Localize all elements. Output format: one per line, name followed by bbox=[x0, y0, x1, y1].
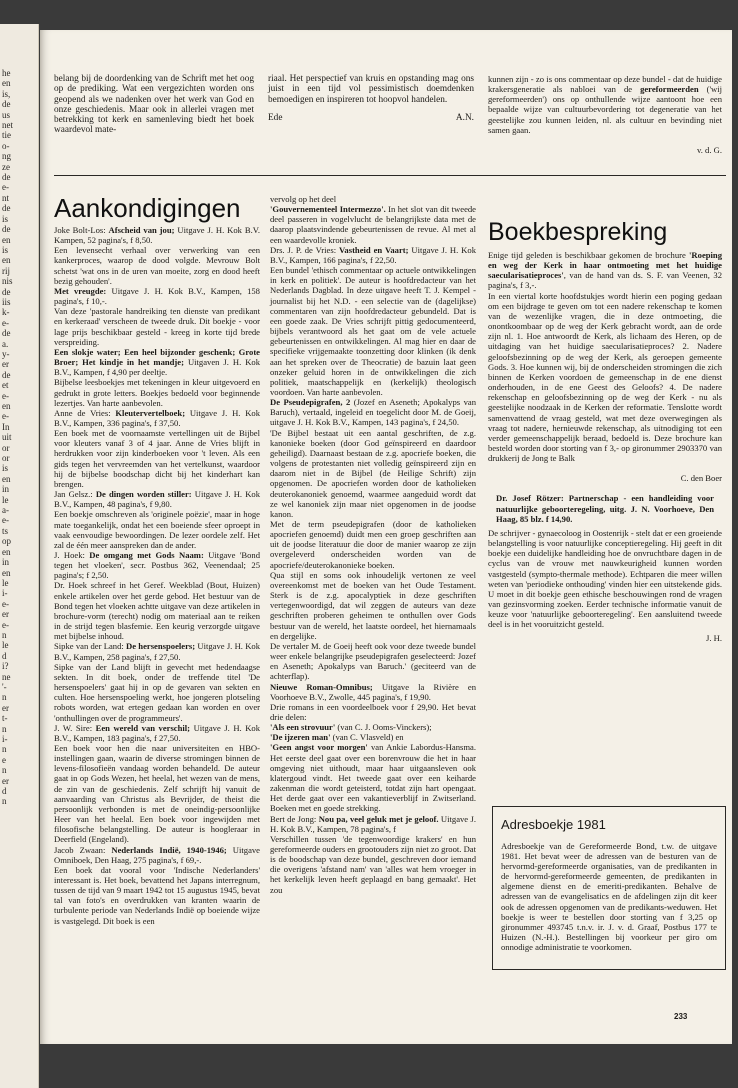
review1-body: In een viertal korte hoofdstukjes wordt hierin een poging gedaan om een bijdrage te geven om tot een nadere rekenschap te komen van de wezenlijke vragen, die in deze ontmoeting, die onontkoombaar op de weg der Kerk gebracht wordt, aan de orde zijn nl. 1. Hoe antwoordt de Kerk, als lichaam des Heren, op de uitdaging van het huidige saecularisatieproces? 2. Nadere geloofsbezinning op de weg der Kerk, als geroepen gemeente Gods. 3. Hoe kunnen wij, bij de onderscheiden stromingen die zich binnen de Kerken voordoen de gemeenschap in de ene dienst onderhouden, in de ene Geest des Geloofs? 4. De nadere rekenschap en geloofsbezinning op de weg der Kerk - nu als geestelijke noodzaak in de Kerken der reformatie. Tenslotte wordt samenvattend de vraag gesteld, wat met deze overwegingen als vraag tot nadere, hernieuwde rekenschap, als uitnodiging tot een verder gemeenschappelijk beraad, bedoeld is. Deze brochure kan besteld worden door storting van f 3,- op gironummer 2903370 van drukkerij de Jong te Balk bbox=[488, 290, 722, 464]
announcement-paragraph: Een boek dat vooral voor 'Indische Nederlanders' interessant is. Het boek, bevattend het Japans interregnum, tussen de tijd van 9 maart 1942 tot 15 augustus 1945, bevat tal van foto's en overdrukken van kranten waarin de turbulente periode van Nederlands Indië op boeiende wijze is vastgelegd. Dit boek is een bbox=[54, 864, 260, 926]
left-page-fragment: e- bbox=[2, 515, 9, 526]
left-page-fragment: ng bbox=[2, 151, 11, 162]
left-page-fragment: de bbox=[2, 328, 11, 339]
left-page-fragment: n bbox=[2, 629, 7, 640]
left-page-fragment: i- bbox=[2, 734, 8, 744]
left-page-fragment: nt bbox=[2, 192, 10, 203]
left-page-fragment: en bbox=[2, 567, 11, 578]
signature-place: Ede bbox=[268, 112, 283, 123]
announcement-paragraph: De Pseudepigrafen, 2 (Jozef en Aseneth; Apokalyps van Baruch), vertaald, ingeleid en toegelicht door M. de Goeij, uitgave J. H. Kok B.V., Kampen, 143 pagina's, f 24,50. bbox=[270, 397, 477, 428]
announcement-paragraph: Een bundel 'ethisch commentaar op actuele ontwikkelingen in kerk en politiek'. De auteur is hoofdredacteur van het Nederlands Dagblad. In deze uitgave heeft T. J. Kempel - journalist bij het N.D. - een selectie van de (dagelijkse) commentaren van zijn hoofdredacteur gebundeld. Dat is een goede zaak. De Vries schrijft pittig gedocumenteerd, bijbels verantwoord als het gaat om de vele actuele gebeurtenissen en ontwikkelingen. Al mag hier en daar de specifieke vrijgemaakte toonzetting door klinken (ik denk aan het spreken over de Theocratie) de bazuin laat geen onzeker geluid horen in de ontwikkelingen die zich politiek, maatschappelijk en (kerkelijk) theologisch voordoen. Van harte aanbevolen. bbox=[270, 265, 476, 397]
left-page-fragment: e- bbox=[2, 317, 9, 328]
aankondigingen-heading: Aankondigingen bbox=[54, 193, 241, 223]
left-page-fragment: is, bbox=[2, 88, 11, 99]
announcement-paragraph: 'Gouvernementeel Intermezzo'. In het slot van dit tweede deel passeren in vogelvlucht de belangrijkste data met de daarop plaatsvindende gebeurtenissen de revue. Al met al een waardevolle kroniek. bbox=[270, 204, 477, 245]
left-page-fragment: de bbox=[2, 99, 11, 110]
left-page-fragment: n bbox=[2, 723, 7, 734]
left-page-fragment: er bbox=[2, 702, 9, 713]
left-page-fragment: a. bbox=[2, 338, 9, 349]
left-page-fragment: tie bbox=[2, 130, 11, 141]
left-page-fragment: le bbox=[2, 494, 9, 505]
left-page-fragment: uit bbox=[2, 432, 12, 443]
left-page-fragment: in bbox=[2, 557, 10, 568]
adresboekje-body: Adresboekje van de Gereformeerde Bond, t.w. de uitgave 1981. Het bevat weer de adressen van de besturen van de hervormd-gereformeerde organisaties, van de predikanten in de hervormd-gereformeerde gemeenten, de predikanten in algemene dienst en de emeriti-predikanten. Behalve de adressen van de evangelisatics en de afdelingen zijn dit keer ook de adressen opgenomen van de predikants-weduwen. Het boekje is weer te bestellen door storting van f 3,25 op gironummer 493745 t.n.v. ir. J. v. d. Graaf, Postbus 177 te Huizen (N.-H.). Bestellingen bij voorkeur per giro om onnodige administratie te voorkomen. bbox=[501, 840, 717, 953]
announcement-paragraph: 'Als een strovuur' (van C. J. Ooms-Vinckers); bbox=[270, 722, 432, 733]
left-page-fragment: er bbox=[2, 775, 9, 786]
left-page-fragment: e- bbox=[2, 411, 9, 422]
left-page-fragment: de bbox=[2, 286, 11, 297]
top-col1-text: belang bij de doordenking van de Schrift met het oog op de prediking. Wat een vergezichten worden ons geopend als we nadenken over het werk van God en onze geschiedenis. Maar ook in allerlei vragen met betrekking tot kerk en samenleving biedt het boek waardevol mate- bbox=[54, 74, 254, 136]
left-page-fragment: d bbox=[2, 786, 7, 797]
announcement-paragraph: Een levensecht verhaal over verwerking van een kankerproces, waarop de dood volgde. Mevrouw Bolt schetst 'wat ons in de uren van moeite, zorg en dood heeft bezig gehouden'. bbox=[54, 245, 260, 286]
top-col2-text: riaal. Het perspectief van kruis en opstanding mag ons juist in een tijd vol pessimistisch doemdenken bemoedigen en inspireren tot hoopvol handelen. bbox=[268, 74, 474, 105]
announcement-paragraph: Met de term pseudepigrafen (door de katholieken apocriefen genoemd) duidt men een groep geschriften aan uit de joodse literatuur die door de manier waarop ze zijn overgeleverd onderscheiden worden van de apocriefe/deuterokanonieke boeken. bbox=[270, 519, 476, 570]
left-page-fragment: iis bbox=[2, 296, 11, 307]
left-page-fragment: nis bbox=[2, 276, 13, 287]
review2-title: Dr. Josef Rötzer: Partnerschap - een handleiding voor natuurlijke geboorteregeling, uitg. J. N. Voorhoeve, Den Haag, 85 blz. f 14,90. bbox=[496, 493, 714, 524]
top-col3-signature: v. d. G. bbox=[697, 144, 722, 155]
top-col2-signature bbox=[268, 113, 474, 123]
announcement-paragraph: Bijbelse leesboekjes met tekeningen in kleur uitgevoerd en gedrukt in grote letters. Boekjes bedoeld voor beginnende lezertjes. Van harte aanbevolen. bbox=[54, 377, 260, 408]
left-page-fragment: '- bbox=[2, 681, 7, 692]
announcement-paragraph: Drs. J. P. de Vries: Vastheid en Vaart; Uitgave J. H. Kok B.V., Kampen, 166 pagina's, f 22,50. bbox=[270, 244, 476, 265]
announcement-paragraph: Een boekje omschreven als 'originele poëzie', maar in hoge mate toegankelijk, ondat het een boeiende sfeer oproept in vaak eenvoudige bewoordingen. De lezer oordele zelf. Het zal de één meer aanspreken dan de ander. bbox=[54, 509, 260, 550]
announcement-paragraph: J. W. Sire: Een wereld van verschil; Uitgave J. H. Kok B.V., Kampen, 183 pagina's, f 27,50. bbox=[54, 722, 260, 743]
divider-rule bbox=[54, 175, 726, 176]
announcement-paragraph: 'Geen angst voor morgen' van Ankie Labordus-Hansma. Het eerste deel gaat over een borenvrouw die het in haar omgeving niet uithoudt, maar haar uitgaansleven ook klatergoud vindt. Het tweede gaat over een keiharde zakenman die wordt geteisterd, totdat zijn hart opengaat. Het derde gaat over een vakantieverblijf in Zwitserland. Boeken met en goede strekking. bbox=[270, 742, 476, 814]
left-page-fragment: y- bbox=[2, 348, 10, 359]
announcement-paragraph: Bert de Jong: Nou pa, veel geluk met je geloof. Uitgave J. H. Kok B.V., Kampen, 78 pagina's, f bbox=[270, 813, 477, 834]
left-page-fragment: he bbox=[2, 68, 11, 78]
signature-initials: A.N. bbox=[455, 112, 474, 123]
announcement-paragraph: Nieuwe Roman-Omnibus; Uitgave la Rivière en Voorhoeve B.V., Zwolle, 445 pagina's, f 19,90. bbox=[270, 681, 477, 702]
left-page-fragment: ts bbox=[2, 525, 9, 536]
review1-intro: Enige tijd geleden is beschikbaar gekomen de brochure 'Roeping en weg der Kerk in haar ontmoeting met het huidige saecularisatieproces', van de hand van ds. S. F. van Veenen, 32 pagina's, f 3,-. bbox=[488, 250, 722, 291]
top-column-1 bbox=[54, 74, 254, 136]
top-column-2 bbox=[268, 74, 474, 123]
announcement-paragraph: Een boek voor hen die naar universiteiten en HBO-instellingen gaan, waarin de diverse stromingen binnen de levens-filosofieën vandaag worden behandeld. De auteur gaat in op Gods Wezen, het heelal, het wezen van de mens, de zin van de geschiedenis. Zelf schrijft hij vanuit de aanvaarding van Christus als Bevrijder, de theist die persoonlijk verbonden is met de oneindig-persoonlijke Heer van het heelal. Een boek voor ingewijden met filosofische belangstelling. De auteur is hoogleraar in Deerfield (Engeland). bbox=[54, 742, 260, 845]
left-page-fragment: In bbox=[2, 421, 10, 432]
review2-body: De schrijver - gynaecoloog in Oostenrijk - stelt dat er een groeiende belangstelling is voor natuurlijke conceptieregeling. Hij geeft in dit boekje een duidelijke handleiding hoe de onvruchtbare dagen in de cyclus van de vrouw met nauwkeurigheid kunnen worden vastgesteld (sympto-thermale methode). Echtparen die meer willen weten van 'periodieke onthouding' vinden hier een uitstekende gids. U moet in dit boekje geen ethische beschouwingen rond de vragen van gezinsvorming zoeken. Eerder technische informatie vanuit de keuze voor 'natuurlijke geboorteregeling'. Een aansluitend tweede deel is in het vooruitzicht gesteld. bbox=[488, 527, 722, 630]
left-page-fragment: or bbox=[2, 442, 10, 453]
left-page-fragment: e- bbox=[2, 619, 9, 630]
announcement-paragraph: Drie romans in een voordeelboek voor f 29,90. Het bevat drie delen: bbox=[270, 701, 476, 722]
announcement-paragraph: 'De Bijbel bestaat uit een aantal geschriften, de z.g. kanonieke boeken (door God geïnspireerd en daardoor geheiligd). Daarnaast bestaan de z.g. apocriefe boeken, die volgens de protestanten niet volledig geïnspireerd zijn en daarom niet in de Bijbel (de Heilige Schrift) zijn opgenomen. De apocriefen worden door de katholieken deuterokanoniek genoemd, waarmee aangeduid wordt dat ze wel kanoniek zijn maar niet opgenomen in de joodse kanon. bbox=[270, 427, 476, 519]
left-page-fragment: a- bbox=[2, 505, 9, 516]
left-page-fragment: k- bbox=[2, 307, 10, 318]
adresboekje-box bbox=[492, 806, 726, 970]
left-page-fragment: e- bbox=[2, 390, 9, 401]
announcement-paragraph: Anne de Vries: Kleutervertelboek; Uitgave J. H. Kok B.V., Kampen, 336 pagina's, f 37,50. bbox=[54, 407, 260, 428]
left-page-edge bbox=[0, 24, 39, 1088]
left-page-fragment: in bbox=[2, 484, 10, 495]
announcement-paragraph: Een boek met de voornaamste vertellingen uit de Bijbel voor kleuters vanaf 3 of 4 jaar. Anne de Vries blijft in herdrukken voor zijn kinderboeken voor 't leven. Als een gids tegen het vervreemden van het vertelkunst, waardoor hij de bijbelse boodschap dicht bij het kinderhart kan brengen. bbox=[54, 428, 260, 489]
left-page-fragment: is bbox=[2, 213, 9, 224]
left-page-fragment: is bbox=[2, 244, 9, 255]
left-page-fragment: de bbox=[2, 172, 11, 183]
left-page-fragment: n bbox=[2, 796, 7, 807]
left-page-fragment: is bbox=[2, 463, 9, 474]
left-page-fragment: o- bbox=[2, 140, 10, 151]
left-page-fragment: le bbox=[2, 577, 9, 588]
aankondigingen-column-2 bbox=[270, 194, 476, 895]
left-page-fragment: op bbox=[2, 536, 11, 547]
announcement-paragraph: Van deze 'pastorale handreiking ten dienste van predikant en kerkeraad' verscheen de tweede druk. Dit boekje - voor lage prijs beschikbaar gesteld - kreeg in korte tijd brede verspreiding. bbox=[54, 306, 260, 347]
announcement-paragraph: Met vreugde: Uitgave J. H. Kok B.V., Kampen, 158 pagina's, f 10,-. bbox=[54, 285, 260, 307]
left-page-fragment: e bbox=[2, 754, 6, 765]
announcement-paragraph: De vertaler M. de Goeij heeft ook voor deze tweede bundel weer enkele belangrijke pseudepigrafen geselecteerd: Jozef en Aseneth; Apokalyps van Baruch.' (geciteerd van de achterflap). bbox=[270, 640, 476, 682]
left-page-fragment: et bbox=[2, 380, 9, 391]
announcement-paragraph: Joke Bolt-Los: Afscheid van jou; Uitgave J. H. Kok B.V. Kampen, 52 pagina's, f 8,50. bbox=[54, 225, 260, 246]
left-page-fragment: er bbox=[2, 359, 9, 370]
left-page-fragment: ze bbox=[2, 161, 10, 172]
announcement-paragraph: Verschillen tussen 'de tegenwoordige krakers' en hun gereformeerde ouders en grootouders zijn niet zo groot. Dat is de boodschap van deze bundel, geschreven door iemand die overigens 'afstand nam' van 'alles wat hem vroeger in het kerkelijk leven heeft geplaagd en bang gemaakt'. Het zou bbox=[270, 833, 476, 895]
announcement-paragraph: J. Hoek: De omgang met Gods Naam: Uitgave 'Bond tegen het vloeken', secr. Postbus 362, Veenendaal; 25 pagina's; f 2,50. bbox=[54, 550, 260, 581]
left-page-fragment: de bbox=[2, 369, 11, 380]
left-page-fragment: e- bbox=[2, 598, 9, 609]
left-page-fragment: en bbox=[2, 234, 11, 245]
left-page-fragment: i- bbox=[2, 588, 8, 599]
review1-signature: C. den Boer bbox=[680, 473, 722, 484]
left-page-fragment: en bbox=[2, 255, 11, 266]
left-page-fragment: net bbox=[2, 120, 13, 131]
announcement-paragraph: Sipke van der Land: De hersenspoelers; Uitgave J. H. Kok B.V., Kampen, 258 pagina's, f 27,50. bbox=[54, 641, 260, 662]
boekbespreking-column bbox=[488, 250, 722, 644]
page-number: 233 bbox=[674, 1012, 688, 1021]
magazine-page bbox=[40, 30, 732, 1044]
left-page-fragment: n bbox=[2, 765, 7, 776]
left-page-fragment: i? bbox=[2, 661, 9, 672]
announcement-paragraph: vervolg op het deel bbox=[270, 194, 337, 204]
left-page-fragment: en bbox=[2, 473, 11, 484]
left-page-fragment: or bbox=[2, 453, 10, 464]
left-page-fragment: en bbox=[2, 546, 11, 557]
left-page-fragment: en bbox=[2, 78, 11, 89]
announcement-paragraph: Jan Gelsz.: De dingen worden stiller: Uitgave J. H. Kok B.V., Kampen, 48 pagina's, f 9,80. bbox=[54, 489, 260, 510]
announcement-paragraph: Sipke van der Land blijft in gevecht met hedendaagse sekten. In dit boek, onder de treffende titel 'De hersenspoelers' gaat hij in op de gevaren van sekten en culten. Hoe hersenspoeling werkt, hoe jongeren plotseling robots worden, wat ertegen gedaan kan worden en over 'onthullingen over de programmeurs'. bbox=[54, 661, 260, 723]
announcement-paragraph: Jacob Zwaan: Nederlands Indië, 1940-1946; Uitgave Omniboek, Den Haag, 275 pagina's, f 69,-. bbox=[54, 844, 260, 865]
review2-signature: J. H. bbox=[706, 633, 722, 644]
announcement-paragraph: Qua stijl en soms ook inhoudelijk vertonen ze veel overeenkomst met de boeken van het Oude Testament. Sterk is de z.g. apocalyptiek in deze geschriften vertegenwoordigd, dat wil zeggen de auteurs van deze geschriften proberen geheimen te onthullen over Gods bestuur van de wereld, het laatste oordeel, het hiernamaals en dergelijke. bbox=[270, 569, 476, 641]
left-page-fragment: us bbox=[2, 109, 11, 120]
left-page-fragment: t- bbox=[2, 713, 8, 724]
boekbespreking-heading: Boekbespreking bbox=[488, 218, 668, 246]
left-page-fragment: rij bbox=[2, 265, 10, 276]
top-col3-text: kunnen zijn - zo is ons commentaar op deze bundel - dat de huidige krakersgeneratie als nabloei van de gereformeerden ('wij gereformeerden') ons op onthullende wijze aantoont hoe een bepaalde wijze van cultuurbevordering tot degeneratie van het geestelijke zou kunnen leiden, nl. als cultuur en bevinding niet samen gaan. bbox=[488, 74, 722, 135]
aankondigingen-column-1 bbox=[54, 225, 260, 926]
top-column-3 bbox=[488, 74, 722, 155]
left-page-fragment: en bbox=[2, 401, 11, 411]
announcement-paragraph: 'De ijzeren man' (van C. Vlasveld) en bbox=[270, 732, 404, 743]
left-page-fragment: de bbox=[2, 203, 11, 214]
left-page-fragment: ne bbox=[2, 671, 11, 682]
announcement-paragraph: Een slokje water; Een heel bijzonder geschenk; Grote Broer; Het kindje in het mandje; Uitgaven J. H. Kok B.V., Kampen, f 4,90 per deeltje. bbox=[54, 346, 260, 378]
announcement-paragraph: Dr. Hoek schreef in het Geref. Weekblad (Bout, Huizen) enkele artikelen over het gerde gebod. Het bestuur van de Bond tegen het vloeken achtte uitgave van deze artikelen in brochure-vorm (terecht) nodig om materiaal aan te reiken in de strijd tegen blasfemie. Een keurig verzorgde uitgave met bijbelse inhoud. bbox=[54, 580, 260, 642]
left-page-fragment: de bbox=[2, 224, 11, 235]
left-page-fragment: le bbox=[2, 640, 9, 651]
left-page-fragment: d bbox=[2, 650, 7, 661]
left-page-fragment: n bbox=[2, 692, 7, 703]
left-page-fragment: e- bbox=[2, 182, 9, 193]
left-page-fragment: er bbox=[2, 609, 9, 620]
left-page-fragment: n bbox=[2, 744, 7, 755]
adresboekje-heading: Adresboekje 1981 bbox=[501, 817, 606, 832]
